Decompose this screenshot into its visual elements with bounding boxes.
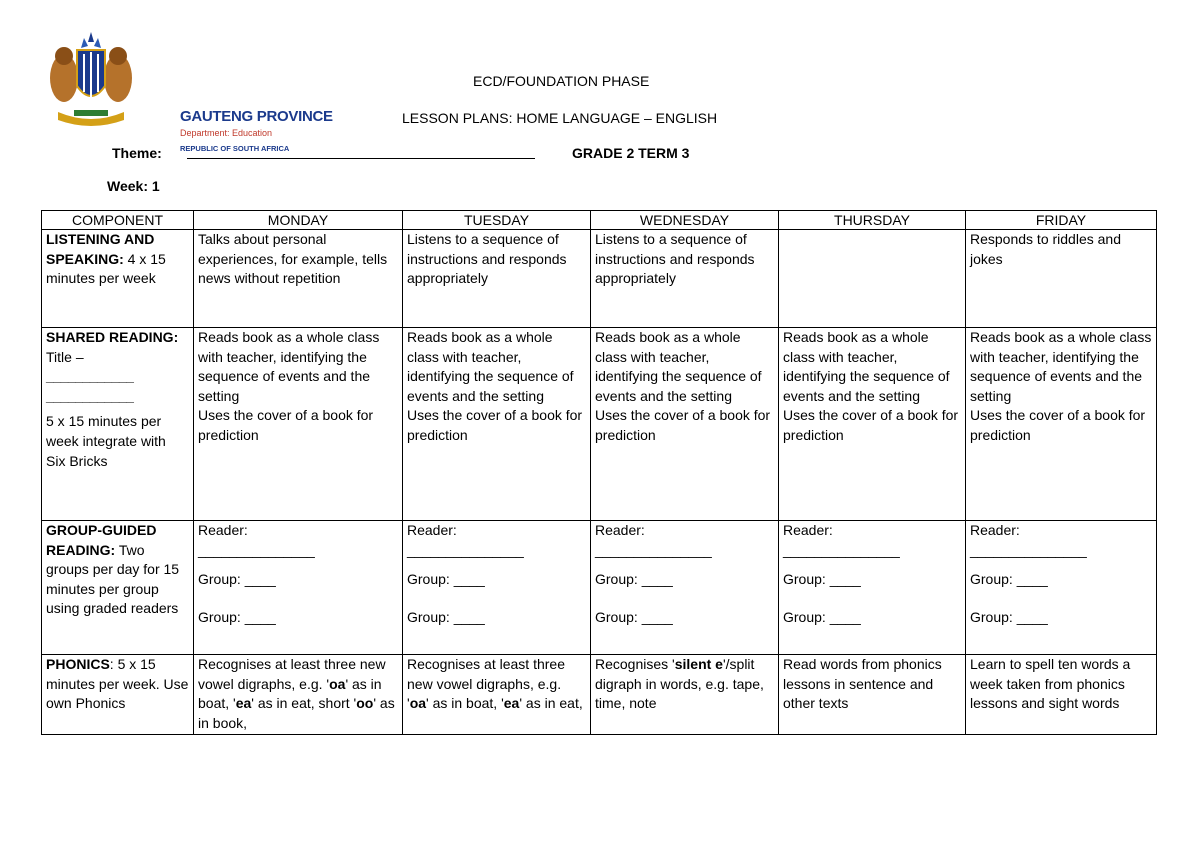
reader-blank-line[interactable]: _______________ xyxy=(595,541,712,558)
digraph-example: ea xyxy=(503,695,520,712)
group-blank[interactable]: Group: ____ xyxy=(198,571,276,588)
cell-text: Reads book as a whole class with teacher, identifying the sequence of events and the setting xyxy=(595,329,762,404)
table-row xyxy=(42,521,1157,655)
component-cell xyxy=(42,328,194,521)
column-header: FRIDAY xyxy=(966,211,1157,230)
table-cell xyxy=(779,328,966,521)
cell-text: ' as in book, xyxy=(198,695,395,731)
reader-blank-line[interactable]: _______________ xyxy=(407,541,524,558)
table-cell: Learn to spell ten words a week taken from phonics lessons and sight words xyxy=(966,655,1157,735)
table-cell xyxy=(591,521,779,655)
cell-text: '/split digraph in words, e.g. tape, time, note xyxy=(595,656,764,712)
group-blank[interactable]: Group: ____ xyxy=(407,608,485,625)
component-name: PHONICS xyxy=(46,656,110,672)
reader-label: Reader: xyxy=(407,522,457,538)
lesson-plan-title: LESSON PLANS: HOME LANGUAGE – ENGLISH xyxy=(402,110,718,126)
group-blank[interactable]: Group: ____ xyxy=(970,571,1048,588)
reader-label: Reader: xyxy=(783,522,833,538)
reader-label: Reader: xyxy=(595,522,645,538)
phase-title: ECD/FOUNDATION PHASE xyxy=(473,73,650,89)
digraph-example: ea xyxy=(235,695,252,712)
table-cell xyxy=(591,655,779,735)
cell-text: Reads book as a whole class with teacher, identifying the sequence of events and the setting xyxy=(407,329,574,404)
column-header: THURSDAY xyxy=(779,211,966,230)
title-blank-line: ____________ xyxy=(46,368,134,385)
component-name: GROUP-GUIDED READING: xyxy=(46,522,157,558)
digraph-example: silent e xyxy=(674,656,723,672)
digraph-example: oo xyxy=(356,695,374,712)
table-cell xyxy=(779,230,966,328)
reader-label: Reader: xyxy=(198,522,248,538)
component-cell xyxy=(42,230,194,328)
table-cell: Read words from phonics lessons in sentence and other texts xyxy=(779,655,966,735)
republic-name: REPUBLIC OF SOUTH AFRICA xyxy=(180,144,290,153)
table-cell xyxy=(591,328,779,521)
reader-blank-line[interactable]: _______________ xyxy=(783,541,900,558)
group-blank[interactable]: Group: ____ xyxy=(970,608,1048,625)
component-cell xyxy=(42,521,194,655)
province-name: GAUTENG PROVINCE xyxy=(180,108,333,125)
table-header-row xyxy=(42,211,1157,230)
week-label: Week: 1 xyxy=(107,178,160,194)
cell-text: Recognises at least three new vowel digraphs, e.g. ' xyxy=(407,656,565,712)
table-cell xyxy=(403,521,591,655)
cell-text: Uses the cover of a book for prediction xyxy=(407,407,583,443)
cell-text: Uses the cover of a book for prediction xyxy=(198,407,374,443)
table-cell xyxy=(966,328,1157,521)
component-name: SHARED READING: xyxy=(46,329,179,345)
theme-blank-line[interactable] xyxy=(187,158,535,159)
cell-text: Reads book as a whole class with teacher, identifying the sequence of events and the setting xyxy=(970,329,1152,404)
coat-of-arms-icon xyxy=(44,30,139,130)
title-blank-line: ____________ xyxy=(46,387,134,404)
table-cell: Listens to a sequence of instructions and responds appropriately xyxy=(403,230,591,328)
table-row xyxy=(42,230,1157,328)
cell-text: Reads book as a whole class with teacher, identifying the sequence of events and the setting xyxy=(198,329,380,404)
department-name: Department: Education xyxy=(180,128,273,138)
column-header: TUESDAY xyxy=(403,211,591,230)
table-cell: Listens to a sequence of instructions and responds appropriately xyxy=(591,230,779,328)
component-detail: Title – xyxy=(46,348,84,365)
component-detail: Two groups per day for 15 minutes per group using graded readers xyxy=(46,541,180,617)
table-cell: Talks about personal experiences, for example, tells news without repetition xyxy=(194,230,403,328)
table-cell xyxy=(403,655,591,735)
cell-text: Recognises at least three new vowel digraphs, e.g. ' xyxy=(198,656,386,692)
table-row xyxy=(42,655,1157,735)
group-blank[interactable]: Group: ____ xyxy=(595,608,673,625)
digraph-example: oa xyxy=(329,675,346,692)
column-header: WEDNESDAY xyxy=(591,211,779,230)
group-blank[interactable]: Group: ____ xyxy=(595,571,673,588)
column-header: COMPONENT xyxy=(42,211,194,230)
reader-blank-line[interactable]: _______________ xyxy=(970,541,1087,558)
reader-label: Reader: xyxy=(970,522,1020,538)
group-blank[interactable]: Group: ____ xyxy=(783,571,861,588)
cell-text: ' as in eat, short ' xyxy=(251,695,357,712)
cell-text: Reads book as a whole class with teacher, identifying the sequence of events and the setting xyxy=(783,329,950,404)
table-cell xyxy=(194,655,403,735)
cell-text: Uses the cover of a book for prediction xyxy=(783,407,959,443)
table-cell xyxy=(403,328,591,521)
group-blank[interactable]: Group: ____ xyxy=(407,571,485,588)
cell-text: ' as in boat, ' xyxy=(198,675,382,712)
table-cell xyxy=(779,521,966,655)
table-cell: Responds to riddles and jokes xyxy=(966,230,1157,328)
reader-blank-line[interactable]: _______________ xyxy=(198,541,315,558)
cell-text: Uses the cover of a book for prediction xyxy=(970,407,1146,443)
table-row xyxy=(42,328,1157,521)
theme-label: Theme: xyxy=(112,145,162,161)
component-detail: 4 x 15 minutes per week xyxy=(46,250,166,287)
table-cell xyxy=(194,328,403,521)
table-cell xyxy=(966,521,1157,655)
cell-text: Uses the cover of a book for prediction xyxy=(595,407,771,443)
group-blank[interactable]: Group: ____ xyxy=(198,608,276,625)
cell-text: ' as in eat, xyxy=(519,695,583,712)
component-detail: 5 x 15 minutes per week integrate with Six Bricks xyxy=(46,413,166,469)
cell-text: Recognises ' xyxy=(595,656,675,672)
component-detail: : 5 x 15 minutes per week. Use own Phonics xyxy=(46,656,189,712)
digraph-example: oa xyxy=(409,695,427,712)
lesson-plan-table xyxy=(41,210,1157,735)
component-name: LISTENING AND SPEAKING: xyxy=(46,231,155,267)
grade-term: GRADE 2 TERM 3 xyxy=(572,145,690,161)
group-blank[interactable]: Group: ____ xyxy=(783,608,861,625)
table-cell xyxy=(194,521,403,655)
component-cell xyxy=(42,655,194,735)
cell-text: ' as in boat, ' xyxy=(426,695,504,712)
column-header: MONDAY xyxy=(194,211,403,230)
